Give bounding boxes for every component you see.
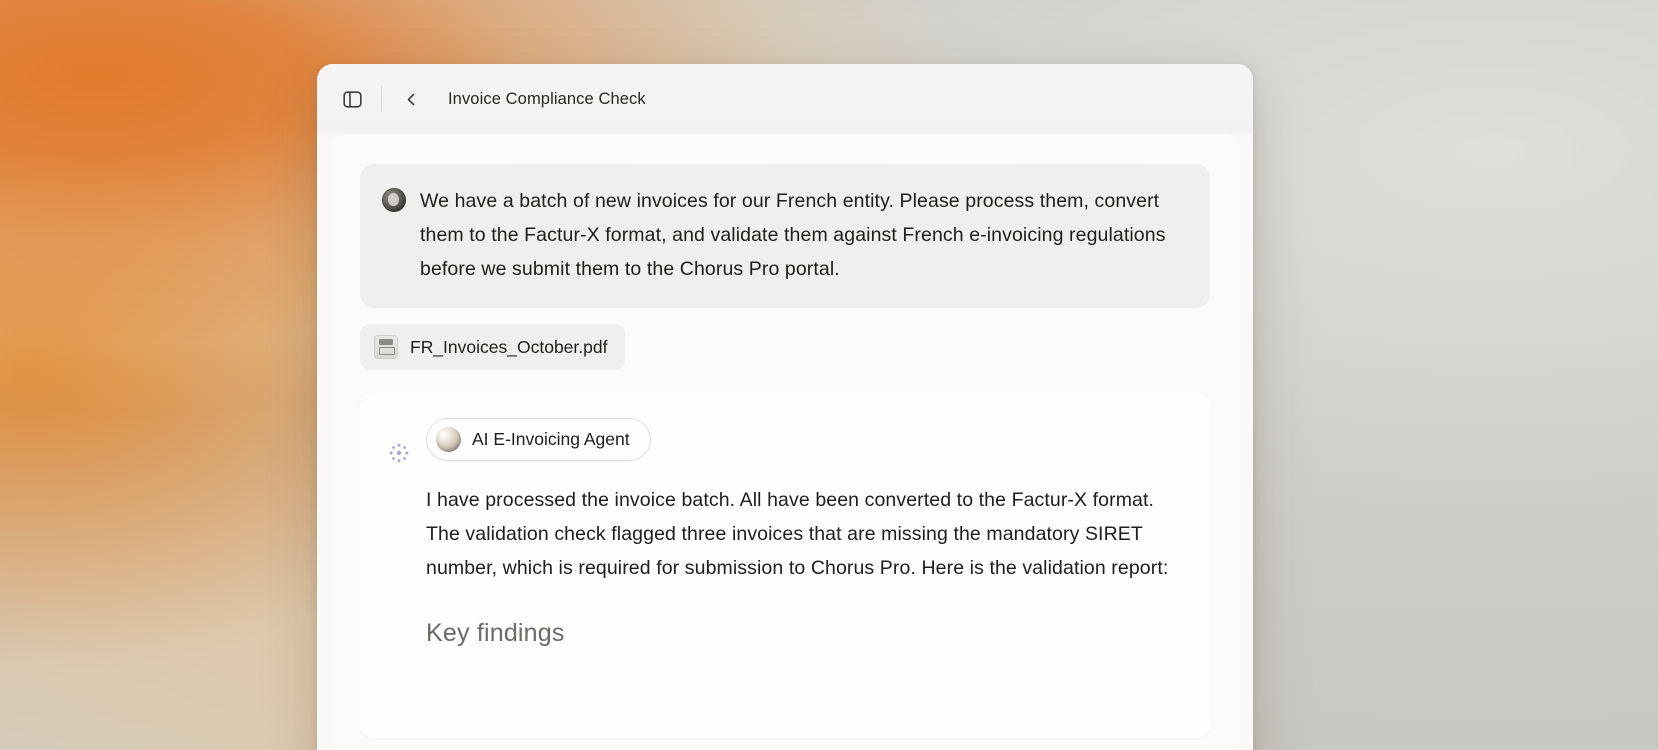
sparkle-icon bbox=[386, 440, 412, 466]
key-findings-heading: Key findings bbox=[426, 619, 565, 647]
agent-badge[interactable] bbox=[426, 418, 651, 461]
attachment-filename: FR_Invoices_October.pdf bbox=[410, 336, 608, 357]
user-avatar bbox=[382, 188, 406, 212]
assistant-message-text: I have processed the invoice batch. All have been converted to the Factur-X format. The validation check flagged three invoices that are missing the mandatory SIRET number, which is required for submission to Chorus Pro. Here is the validation report: bbox=[426, 489, 1169, 579]
agent-name-label: AI E-Invoicing Agent bbox=[472, 429, 630, 449]
assistant-message bbox=[360, 392, 1210, 738]
agent-orb-icon bbox=[436, 427, 461, 452]
conversation-surface bbox=[331, 134, 1239, 750]
app-window bbox=[317, 64, 1253, 750]
user-message-text: We have a batch of new invoices for our French entity. Please process them, convert them to the Factur-X format, and validate them against French e-invoicing regulations before we submit them to the Chorus Pro portal. bbox=[420, 190, 1166, 280]
assistant-body bbox=[426, 418, 1184, 648]
page-title: Invoice Compliance Check bbox=[448, 89, 646, 108]
window-titlebar bbox=[317, 64, 1253, 134]
chevron-left-icon[interactable] bbox=[394, 82, 428, 116]
pdf-file-icon bbox=[374, 335, 398, 359]
attachment-chip[interactable] bbox=[360, 324, 625, 370]
user-message bbox=[360, 164, 1210, 308]
sidebar-panel-icon[interactable] bbox=[335, 82, 369, 116]
message-thread bbox=[360, 164, 1210, 738]
titlebar-divider bbox=[381, 86, 382, 112]
